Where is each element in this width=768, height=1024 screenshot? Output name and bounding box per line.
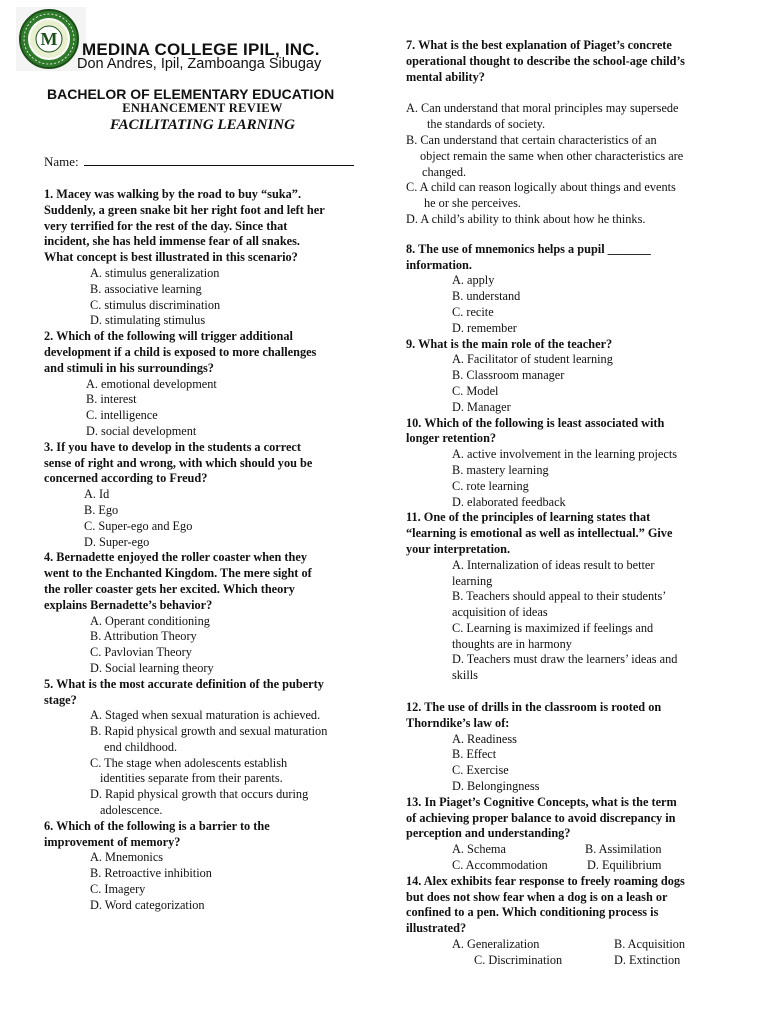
answer-option-continued: changed.	[422, 164, 467, 179]
question-text-line: went to the Enchanted Kingdom. The mere sight of	[44, 566, 312, 581]
answer-option: C. Learning is maximized if feelings and	[452, 620, 654, 635]
question-10	[406, 416, 728, 511]
answer-option: A. stimulus generalization	[90, 265, 220, 280]
answer-option: B. Teachers should appeal to their students’	[452, 589, 667, 604]
question-4	[44, 550, 364, 676]
question-text-line: 1. Macey was walking by the road to buy “suka”.	[44, 187, 302, 201]
answer-option: D. Rapid physical growth that occurs during	[90, 787, 309, 802]
question-8	[406, 242, 728, 337]
answer-option: A. Internalization of ideas result to better	[452, 557, 655, 572]
question-text-line: perception and understanding?	[406, 826, 571, 841]
answer-option: C. Accommodation	[452, 858, 548, 873]
answer-option: A. Operant conditioning	[90, 613, 210, 628]
question-text-line: stage?	[44, 692, 77, 707]
question-text-line: mental ability?	[406, 69, 485, 84]
answer-option: B. Assimilation	[585, 842, 662, 857]
answer-option: B. Classroom manager	[452, 368, 565, 383]
answer-option-continued: learning	[452, 573, 493, 588]
question-9	[406, 337, 728, 416]
question-text-line: Suddenly, a green snake bit her right foot and left her	[44, 202, 325, 217]
answer-option: D. elaborated feedback	[452, 494, 566, 509]
question-3	[44, 440, 364, 551]
answer-option: B. Can understand that certain characteristics of an	[406, 132, 657, 147]
answer-option-row	[406, 937, 728, 953]
answer-option: A. Schema	[452, 842, 506, 857]
answer-option: D. Word categorization	[90, 897, 205, 912]
answer-option: A. apply	[452, 273, 495, 288]
question-text-line: 10. Which of the following is least associated with	[406, 415, 665, 430]
answer-option: B. mastery learning	[452, 462, 549, 477]
answer-option: D. Equilibrium	[587, 858, 662, 873]
question-text-line: What concept is best illustrated in this scenario?	[44, 250, 298, 265]
question-text-line: 9. What is the main role of the teacher?	[406, 336, 613, 351]
answer-option: D. stimulating stimulus	[90, 313, 206, 328]
question-13	[406, 795, 728, 874]
answer-option: B. Retroactive inhibition	[90, 866, 212, 881]
answer-option: C. intelligence	[86, 408, 158, 423]
answer-option-continued: adolescence.	[100, 803, 163, 818]
answer-option: C. The stage when adolescents establish	[90, 755, 288, 770]
left-column	[44, 187, 364, 914]
question-text-line: concerned according to Freud?	[44, 471, 208, 486]
answer-option-continued: skills	[452, 668, 478, 683]
answer-option: B. Effect	[452, 747, 497, 762]
answer-option: A. emotional development	[86, 376, 217, 391]
answer-option: D. Teachers must draw the learners’ ideas and	[452, 652, 678, 667]
question-2	[44, 329, 364, 440]
answer-option-continued: identities separate from their parents.	[100, 771, 283, 786]
answer-option: D. A child’s ability to think about how he thinks.	[406, 211, 646, 226]
answer-option-row	[406, 953, 728, 969]
question-text-line: and stimuli in his surroundings?	[44, 360, 214, 375]
answer-option: B. Ego	[84, 502, 119, 517]
question-text-line: explains Bernadette’s behavior?	[44, 597, 213, 612]
name-blank-line[interactable]	[84, 155, 354, 166]
question-text-line: operational thought to describe the school-age child’s	[406, 53, 685, 68]
question-text-line: 2. Which of the following will trigger additional	[44, 329, 293, 344]
question-11	[406, 510, 728, 700]
question-text-line: 13. In Piaget’s Cognitive Concepts, what is the term	[406, 794, 677, 809]
question-text-line: improvement of memory?	[44, 834, 181, 849]
name-label: Name:	[44, 154, 79, 169]
question-1	[44, 187, 364, 329]
subject-title: FACILITATING LEARNING	[110, 117, 295, 133]
answer-option: D. remember	[452, 320, 517, 335]
answer-option: B. Rapid physical growth and sexual maturation	[90, 724, 328, 739]
question-text-line: development if a child is exposed to more challenges	[44, 344, 317, 359]
answer-option: C. Exercise	[452, 763, 509, 778]
answer-option: D. Belongingness	[452, 779, 540, 794]
question-14	[406, 874, 728, 969]
question-text-line: of achieving proper balance to avoid discrepancy in	[406, 810, 676, 825]
college-name: MEDINA COLLEGE IPIL, INC.	[82, 40, 320, 59]
question-text-line: 6. Which of the following is a barrier to the	[44, 818, 270, 833]
answer-option: A. Facilitator of student learning	[452, 352, 613, 367]
answer-option: B. interest	[86, 392, 137, 407]
answer-option: B. Attribution Theory	[90, 629, 197, 644]
answer-option: A. Id	[84, 487, 110, 502]
program-title: BACHELOR OF ELEMENTARY EDUCATION	[47, 86, 335, 102]
question-text-line: Thorndike’s law of:	[406, 715, 510, 730]
question-6	[44, 819, 364, 914]
answer-option: D. Social learning theory	[90, 660, 214, 675]
answer-option: C. rote learning	[452, 478, 529, 493]
answer-option-continued: object remain the same when other characteristics are	[420, 148, 684, 163]
answer-option: C. Super-ego and Ego	[84, 518, 193, 533]
question-text-line: very terrified for the rest of the day. Since that	[44, 218, 288, 233]
question-text-line: 7. What is the best explanation of Piaget’s concrete	[406, 38, 672, 52]
answer-option: A. Readiness	[452, 731, 517, 746]
answer-option: C. Model	[452, 383, 499, 398]
question-7	[406, 38, 728, 242]
answer-option-row	[406, 842, 728, 858]
answer-option-row	[406, 858, 728, 874]
question-text-line: “learning is emotional as well as intellectual.” Give	[406, 526, 673, 541]
question-text-line: longer retention?	[406, 431, 497, 446]
question-text-line: 11. One of the principles of learning states that	[406, 510, 651, 525]
answer-option-continued: acquisition of ideas	[452, 605, 548, 620]
question-text-line: your interpretation.	[406, 541, 511, 556]
question-text-line: the roller coaster gets her excited. Which theory	[44, 581, 295, 596]
answer-option: D. social development	[86, 423, 197, 438]
answer-option: B. Acquisition	[614, 937, 686, 952]
answer-option-continued: thoughts are in harmony	[452, 636, 572, 651]
question-text-line: 5. What is the most accurate definition of the puberty	[44, 676, 324, 691]
answer-option: C. Imagery	[90, 882, 146, 897]
question-text-line: confined to a pen. Which conditioning process is	[406, 905, 659, 920]
answer-option: B. understand	[452, 289, 521, 304]
question-text-line: incident, she has held immense fear of all snakes.	[44, 234, 300, 249]
answer-option: A. Staged when sexual maturation is achieved.	[90, 708, 321, 723]
svg-text:M: M	[40, 29, 58, 49]
answer-option: D. Super-ego	[84, 534, 150, 549]
right-column	[406, 38, 728, 969]
question-5	[44, 677, 364, 819]
answer-option: B. associative learning	[90, 281, 202, 296]
question-text-line: 12. The use of drills in the classroom is rooted on	[406, 700, 662, 715]
answer-option: D. Manager	[452, 399, 511, 414]
answer-option: C. Discrimination	[474, 952, 563, 967]
answer-option: A. Mnemonics	[90, 850, 164, 865]
answer-option: D. Extinction	[614, 952, 681, 967]
answer-option: C. stimulus discrimination	[90, 297, 221, 312]
review-title: ENHANCEMENT REVIEW	[122, 101, 283, 115]
question-12	[406, 700, 728, 795]
answer-option: A. Generalization	[452, 937, 540, 952]
college-seal-icon	[18, 8, 80, 70]
answer-option-continued: the standards of society.	[427, 117, 546, 132]
answer-option-continued: end childhood.	[104, 739, 178, 754]
answer-option-continued: he or she perceives.	[424, 196, 521, 211]
college-address: Don Andres, Ipil, Zamboanga Sibugay	[77, 56, 322, 72]
answer-option: A. Can understand that moral principles may supersede	[406, 101, 679, 116]
question-text-line: 4. Bernadette enjoyed the roller coaster when they	[44, 550, 307, 565]
question-text-line: but does not show fear when a dog is on a leash or	[406, 889, 668, 904]
name-field[interactable]	[44, 154, 354, 170]
question-text-line: sense of right and wrong, with which should you be	[44, 455, 313, 470]
question-text-line: information.	[406, 257, 472, 272]
answer-option: C. Pavlovian Theory	[90, 645, 192, 660]
question-text-line: illustrated?	[406, 921, 467, 936]
answer-option: C. A child can reason logically about things and events	[406, 180, 676, 195]
question-text-line: 8. The use of mnemonics helps a pupil _______	[406, 241, 651, 256]
question-text-line: 3. If you have to develop in the students a correct	[44, 439, 301, 454]
question-text-line: 14. Alex exhibits fear response to freely roaming dogs	[406, 873, 685, 888]
answer-option: C. recite	[452, 304, 494, 319]
answer-option: A. active involvement in the learning projects	[452, 447, 678, 462]
